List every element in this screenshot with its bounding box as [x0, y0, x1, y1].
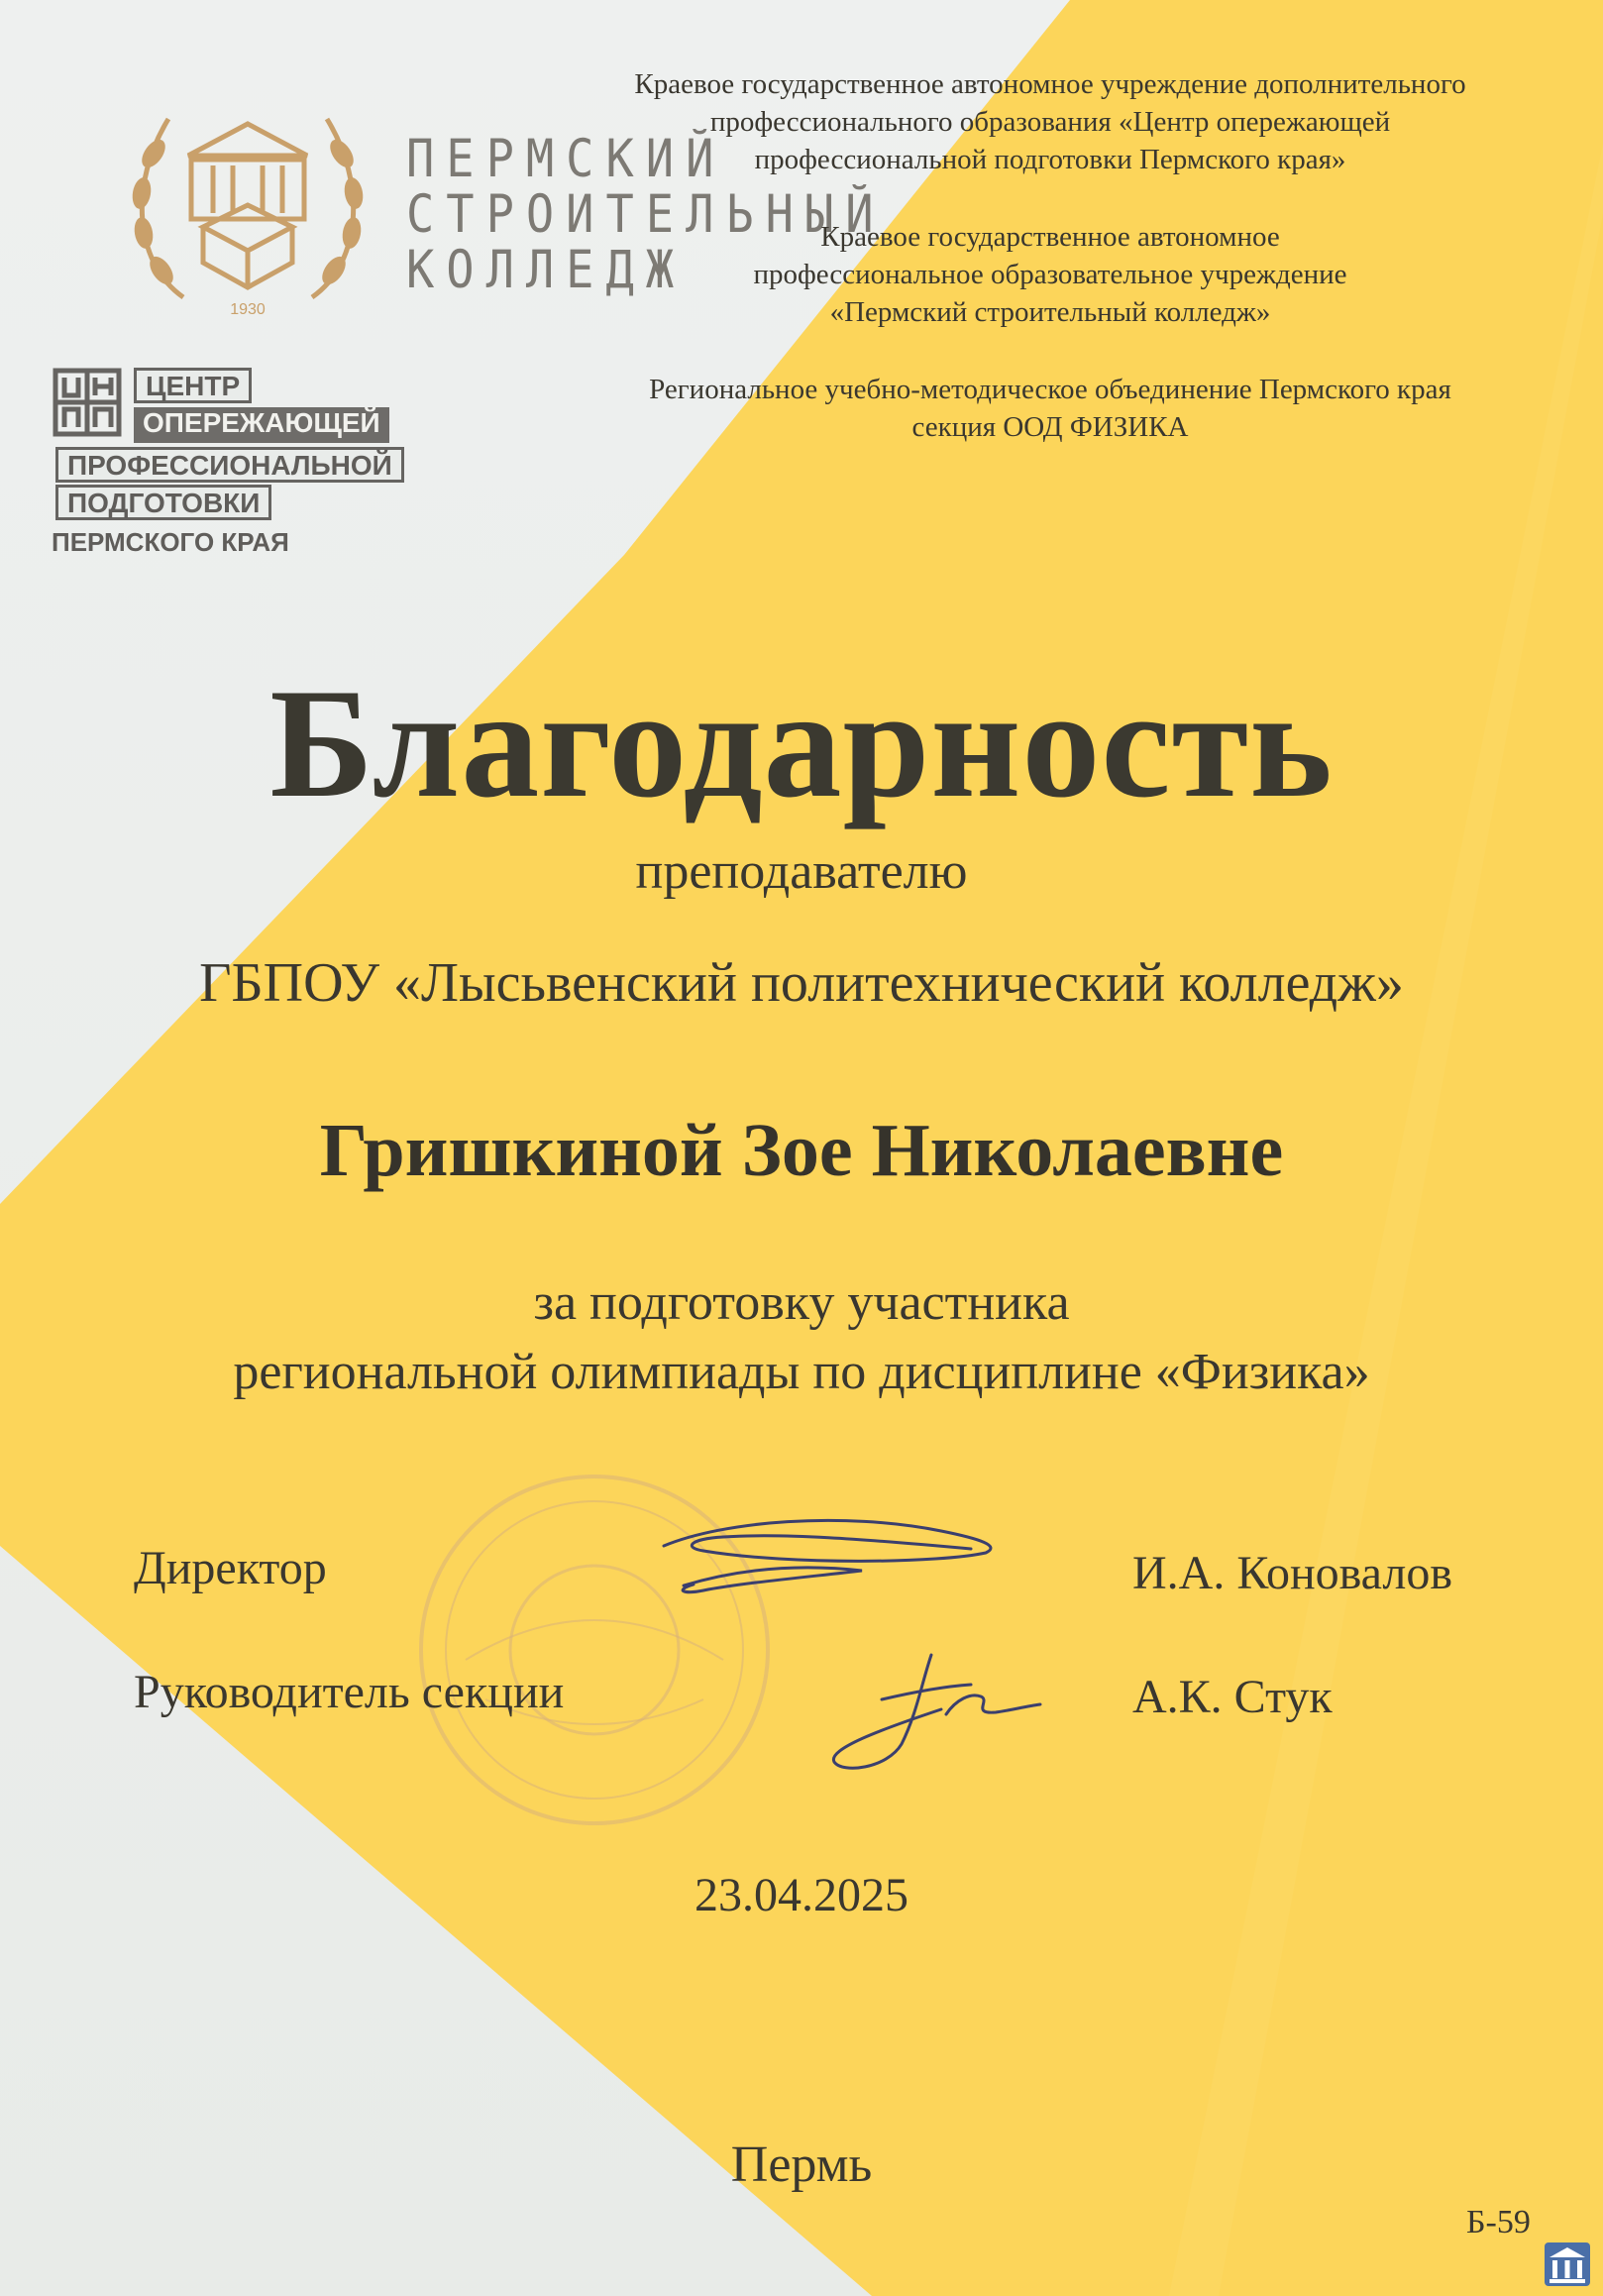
organizer-line: Краевое государственное автономное учреждение дополнительного: [634, 68, 1466, 100]
training-center-mark-icon: [53, 368, 122, 437]
organizer-line: Краевое государственное автономное: [820, 221, 1280, 253]
organizer-block-training-center: [555, 65, 1546, 178]
director-name: И.А. Коновалов: [1132, 1547, 1453, 1599]
college-name-line-2: СТРОИТЕЛЬНЫЙ: [406, 184, 886, 246]
svg-text:1930: 1930: [230, 301, 266, 318]
organizer-line: «Пермский строительный колледж»: [829, 296, 1271, 328]
organizer-block-college: [555, 218, 1546, 331]
college-emblem-logo: [124, 94, 372, 322]
organizer-line: профессиональной подготовки Пермского края»: [754, 144, 1346, 175]
reason-line-1: за подготовку участника: [533, 1274, 1070, 1331]
college-name-line-1: ПЕРМСКИЙ: [406, 129, 726, 190]
recipient-institution: ГБПОУ «Лысьвенский политехнический колледж»: [199, 952, 1404, 1014]
recipient-name: Гришкиной Зое Николаевне: [319, 1109, 1284, 1192]
organizer-line: секция ООД ФИЗИКА: [911, 411, 1189, 443]
document-code: Б-59: [1466, 2204, 1531, 2241]
organizer-block-methodical-association: [555, 371, 1546, 446]
training-center-word-4: ПОДГОТОВКИ: [55, 485, 271, 520]
addressee-role: преподавателю: [635, 843, 968, 900]
issue-city: Пермь: [730, 2136, 873, 2193]
certificate-title: Благодарность: [269, 657, 1334, 830]
training-center-word-5: ПЕРМСКОГО КРАЯ: [52, 527, 289, 557]
section-head-signature: [822, 1645, 1050, 1784]
director-label: Директор: [134, 1542, 327, 1594]
reason-line-2: региональной олимпиады по дисциплине «Физика»: [233, 1344, 1370, 1400]
section-head-label: Руководитель секции: [134, 1666, 565, 1718]
director-signature: [644, 1491, 1020, 1610]
corner-archive-icon: [1544, 2241, 1591, 2287]
training-center-word-1: ЦЕНТР: [134, 368, 252, 403]
training-center-word-2: ОПЕРЕЖАЮЩЕЙ: [134, 407, 389, 443]
organizer-line: профессионального образования «Центр опережающей: [709, 106, 1391, 138]
organizer-line: профессиональное образовательное учреждение: [753, 259, 1347, 290]
college-name-line-3: КОЛЛЕДЖ: [406, 240, 687, 301]
training-center-word-3: ПРОФЕССИОНАЛЬНОЙ: [55, 447, 404, 483]
section-head-name: А.К. Стук: [1132, 1671, 1333, 1723]
issue-date: 23.04.2025: [695, 1869, 908, 1921]
organizer-line: Региональное учебно-методическое объединение Пермского края: [649, 374, 1451, 405]
